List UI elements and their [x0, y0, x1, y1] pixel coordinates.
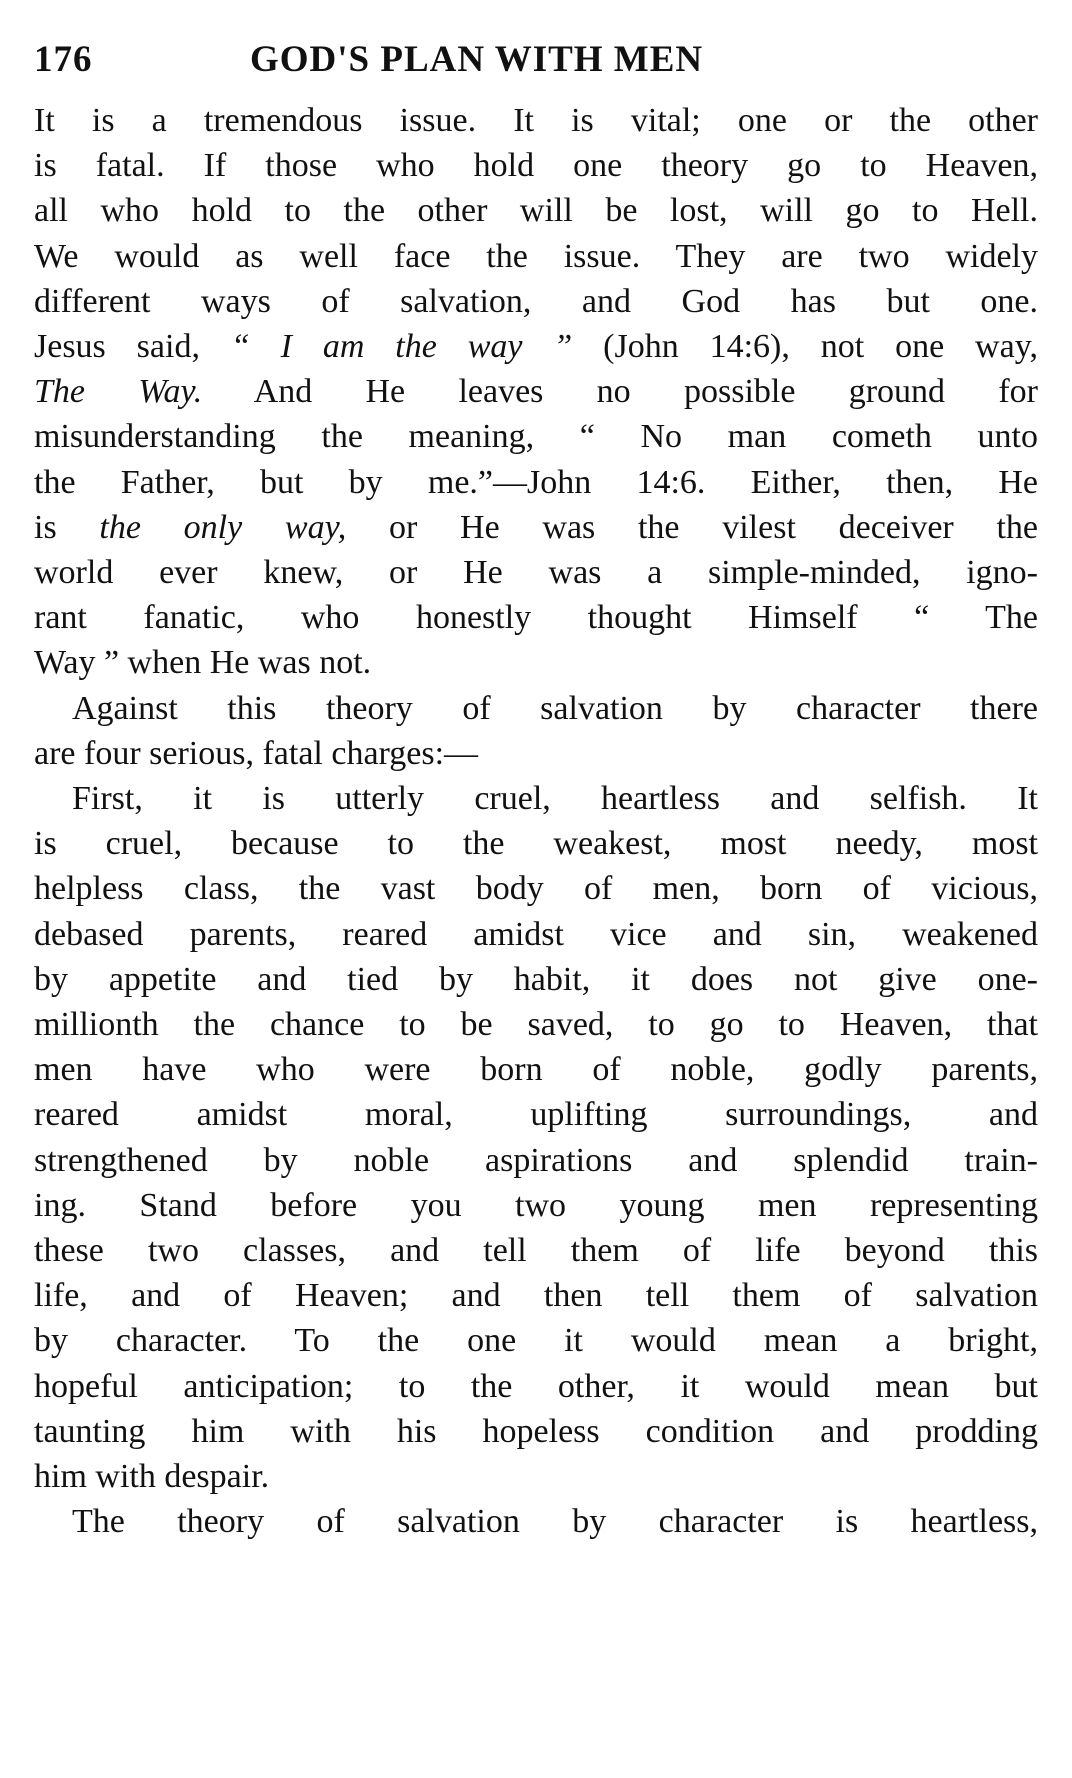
text-line: [34, 1002, 1038, 1047]
line-text: by appetite and tied by habit, it does not give one-: [34, 960, 1038, 998]
line-text: First, it is utterly cruel, heartless and selfish. It: [72, 780, 1038, 818]
page-header: [34, 28, 1038, 98]
line-text: rant fanatic, who honestly thought Himself “ The: [34, 599, 1038, 637]
running-title: GOD'S PLAN WITH MEN: [250, 39, 704, 80]
line-text: taunting him with his hopeless condition and prodding: [34, 1412, 1038, 1450]
line-text: by character. To the one it would mean a bright,: [34, 1322, 1038, 1360]
line-text: world ever knew, or He was a simple-minded, igno-: [34, 554, 1038, 592]
italic-text: The Way.: [34, 373, 203, 411]
text-line: [34, 324, 1038, 369]
text-line: [34, 279, 1038, 324]
text-line: [34, 1092, 1038, 1137]
line-text: the Father, but by me.”—John 14:6. Either, then, He: [34, 463, 1038, 501]
line-text: is: [34, 508, 100, 546]
line-text: these two classes, and tell them of life beyond this: [34, 1232, 1038, 1270]
text-line: [34, 1183, 1038, 1228]
text-line: [34, 414, 1038, 459]
text-line: [34, 686, 1038, 731]
line-text: And He leaves no possible ground for: [202, 373, 1038, 411]
line-text: strengthened by noble aspirations and splendid train-: [34, 1141, 1038, 1179]
text-line: [34, 1318, 1038, 1363]
text-line: [34, 1138, 1038, 1183]
line-text: helpless class, the vast body of men, born of vicious,: [34, 870, 1038, 908]
text-line: [34, 1409, 1038, 1454]
text-line: [34, 821, 1038, 866]
text-line: [34, 1499, 1038, 1544]
line-text: hopeful anticipation; to the other, it would mean but: [34, 1367, 1038, 1405]
text-line: [34, 731, 1038, 776]
text-line: [34, 1454, 1038, 1499]
text-line: [34, 550, 1038, 595]
text-line: [34, 1047, 1038, 1092]
italic-text: “ I am the way ”: [230, 328, 573, 366]
page-number: 176: [34, 39, 93, 80]
text-line: [34, 98, 1038, 143]
text-line: [34, 957, 1038, 1002]
text-line: [34, 1228, 1038, 1273]
italic-text: the only way,: [99, 508, 347, 546]
text-line: [34, 1273, 1038, 1318]
line-text: Way ” when He was not.: [34, 644, 372, 682]
line-text: reared amidst moral, uplifting surroundings, and: [34, 1096, 1038, 1134]
body-text: [34, 98, 1038, 1545]
text-line: [34, 234, 1038, 279]
line-text: all who hold to the other will be lost, will go to Hell.: [34, 192, 1038, 230]
line-text: or He was the vilest deceiver the: [346, 508, 1038, 546]
line-text: are four serious, fatal charges:—: [34, 734, 479, 772]
line-text: We would as well face the issue. They are two widely: [34, 237, 1038, 275]
text-line: [34, 1364, 1038, 1409]
line-text: Against this theory of salvation by character there: [72, 689, 1038, 727]
line-text: is fatal. If those who hold one theory go to Heaven,: [34, 147, 1038, 185]
text-line: [34, 369, 1038, 414]
line-text: (John 14:6), not one way,: [572, 328, 1038, 366]
text-line: [34, 460, 1038, 505]
text-line: [34, 912, 1038, 957]
line-text: is cruel, because to the weakest, most needy, most: [34, 825, 1038, 863]
text-line: [34, 640, 1038, 685]
line-text: debased parents, reared amidst vice and sin, weakened: [34, 915, 1038, 953]
text-line: [34, 595, 1038, 640]
line-text: millionth the chance to be saved, to go to Heaven, that: [34, 1006, 1038, 1044]
text-line: [34, 143, 1038, 188]
line-text: The theory of salvation by character is heartless,: [72, 1503, 1038, 1541]
line-text: ing. Stand before you two young men representing: [34, 1186, 1038, 1224]
line-text: him with despair.: [34, 1458, 270, 1496]
line-text: life, and of Heaven; and then tell them of salvation: [34, 1277, 1038, 1315]
line-text: It is a tremendous issue. It is vital; one or the other: [34, 102, 1038, 139]
line-text: misunderstanding the meaning, “ No man cometh unto: [34, 418, 1038, 456]
text-line: [34, 188, 1038, 233]
line-text: different ways of salvation, and God has but one.: [34, 282, 1038, 320]
text-line: [34, 505, 1038, 550]
text-line: [34, 776, 1038, 821]
line-text: men have who were born of noble, godly parents,: [34, 1051, 1038, 1089]
book-page: [34, 28, 1038, 1545]
text-line: [34, 866, 1038, 911]
line-text: Jesus said,: [34, 328, 231, 366]
